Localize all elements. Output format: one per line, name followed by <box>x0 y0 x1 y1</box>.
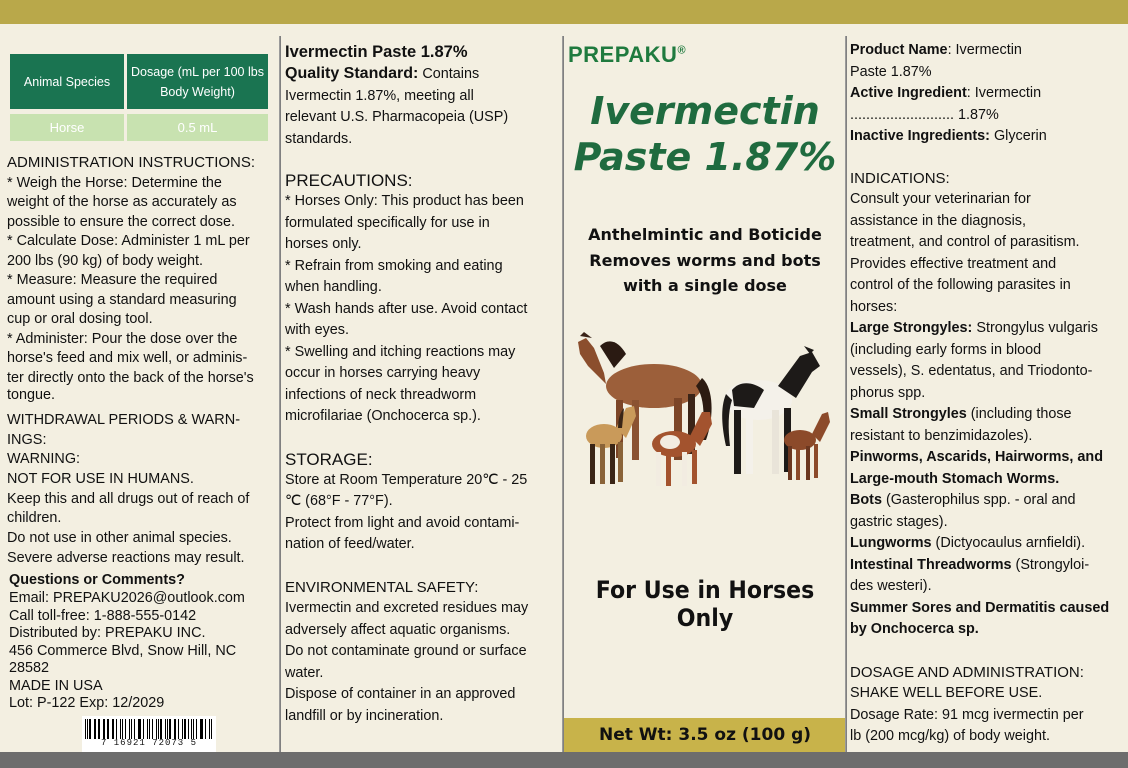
barcode-bar <box>209 719 210 739</box>
text-line: standards. <box>285 130 353 147</box>
text-line: * Administer: Pour the dose over the <box>7 330 238 347</box>
withdrawal-title-2: INGS: <box>7 432 47 448</box>
barcode-bar <box>116 719 117 739</box>
pinworms-line-2: Large-mouth Stomach Worms. <box>850 470 1060 487</box>
bots-line <box>850 490 1125 512</box>
barcode-bar <box>211 719 212 739</box>
dosage-lines <box>850 683 1125 748</box>
table-header-dosage: Dosage (mL per 100 lbs Body Weight) <box>127 54 268 109</box>
barcode-bar <box>87 719 88 739</box>
barcode-bars <box>85 719 213 739</box>
brand-name: PREPAKU <box>568 42 678 67</box>
text-span: (Strongyloi- <box>1011 556 1090 573</box>
text-line: Consult your veterinarian for <box>850 191 1031 207</box>
barcode-bar <box>182 719 183 739</box>
text-line: Protect from light and avoid contami- <box>285 514 520 531</box>
barcode-bar <box>129 719 130 739</box>
text-line: Ivermectin 1.87%, meeting all <box>285 87 474 104</box>
text-line: * Refrain from smoking and eating <box>285 257 503 274</box>
summer-line: Summer Sores and Dermatitis caused <box>850 599 1110 616</box>
text-line: * Weigh the Horse: Determine the <box>7 174 222 191</box>
origin-text: MADE IN USA <box>9 677 103 694</box>
text-line: assistance in the diagnosis, <box>850 212 1026 229</box>
active-line <box>850 83 1125 105</box>
barcode-bar <box>103 719 104 739</box>
text-line: with eyes. <box>285 322 349 338</box>
text-line: nation of feed/water. <box>285 536 415 552</box>
admin-section <box>7 152 279 402</box>
text-line: horses only. <box>285 236 362 252</box>
barcode-bar <box>125 719 126 739</box>
text-line: SHAKE WELL BEFORE USE. <box>850 685 1043 701</box>
panel-middle-left <box>281 36 563 752</box>
dosage-title: DOSAGE AND ADMINISTRATION: <box>850 663 1084 681</box>
barcode-bar <box>149 719 150 739</box>
text-line: infections of neck threadworm <box>285 386 477 403</box>
barcode-bar <box>165 719 166 739</box>
text-line: Dispose of container in an approved <box>285 686 516 702</box>
intest-line <box>850 555 1125 577</box>
table-cell-species: Horse <box>10 114 124 141</box>
lung-label: Lungworms <box>850 535 932 551</box>
text-line: Severe adverse reactions may result. <box>7 549 245 566</box>
barcode-bar <box>94 719 95 739</box>
admin-title: ADMINISTRATION INSTRUCTIONS: <box>7 154 256 171</box>
address-text: 456 Commerce Blvd, Snow Hill, NC <box>9 642 237 659</box>
barcode-bar <box>184 719 186 739</box>
inactive-label: Inactive Ingredients: <box>850 128 990 144</box>
large-label: Large Strongyles: <box>850 320 973 336</box>
small-line <box>850 404 1125 426</box>
brand-logo <box>568 42 686 68</box>
summer-line-2: by Onchocerca sp. <box>850 621 979 637</box>
product-title <box>564 88 846 180</box>
text-line: Do not use in other animal species. <box>7 530 232 547</box>
barcode-bar <box>174 719 175 739</box>
text-span: Contains <box>418 66 480 82</box>
barcode-bar <box>160 719 162 739</box>
lot-text: Lot: P-122 Exp: 12/2029 <box>9 695 165 711</box>
text-line: * Measure: Measure the required <box>7 272 218 288</box>
precautions-title: PRECAUTIONS: <box>285 171 413 190</box>
text-line: .......................... 1.87% <box>850 106 999 123</box>
text-line: NOT FOR USE IN HUMANS. <box>7 470 194 487</box>
text-span: Strongylus vulgaris <box>972 320 1098 336</box>
text-line: WARNING: <box>7 451 81 467</box>
text-line: resistant to benzimidazoles). <box>850 427 1033 444</box>
horses-image <box>574 328 836 488</box>
text-line: when handling. <box>285 279 382 295</box>
text-line: ter directly onto the back of the horse's <box>7 369 254 386</box>
text-line: microfilariae (Onchocerca sp.). <box>285 408 481 424</box>
text-line: children. <box>7 510 62 527</box>
barcode-bar <box>98 719 100 739</box>
text-line: Keep this and all drugs out of reach of <box>7 490 250 507</box>
barcode-bar <box>85 719 86 739</box>
text-line: lb (200 mcg/kg) of body weight. <box>850 728 1050 744</box>
env-title: ENVIRONMENTAL SAFETY: <box>285 578 479 596</box>
table-cell-dose: 0.5 mL <box>127 114 268 141</box>
text-span: (Gasterophilus spp. - oral and <box>881 492 1076 508</box>
active-value: : Ivermectin <box>966 85 1042 101</box>
text-line: cup or oral dosing tool. <box>7 311 153 327</box>
barcode-bar <box>188 719 189 739</box>
text-line: Paste 1.87% <box>850 63 932 80</box>
barcode-bar <box>138 719 139 739</box>
large-line <box>850 318 1125 340</box>
barcode-bar <box>107 719 108 739</box>
bottom-band <box>0 752 1128 768</box>
quality-line-1 <box>285 63 558 86</box>
barcode-bar <box>122 719 123 739</box>
text-line: Store at Room Temperature 20℃ - 25 <box>285 471 528 488</box>
product-info <box>850 40 1125 148</box>
table-header-species: Animal Species <box>10 54 124 109</box>
email-text: Email: PREPAKU2026@outlook.com <box>9 590 245 606</box>
barcode-bar <box>196 719 197 739</box>
text-line: horses: <box>850 298 898 315</box>
indications-lines <box>850 189 1125 641</box>
text-line: phorus spp. <box>850 384 926 401</box>
text-line: tongue. <box>7 387 56 403</box>
top-band-light <box>0 24 1128 36</box>
text-line: Dosage Rate: 91 mcg ivermectin per <box>850 706 1084 723</box>
barcode-bar <box>200 719 201 739</box>
title-line-1: Ivermectin <box>590 89 820 133</box>
text-line: occur in horses carrying heavy <box>285 365 481 381</box>
product-name-line <box>850 40 1125 62</box>
tagline-line: Anthelmintic and Boticide <box>588 225 822 244</box>
warning-lines <box>7 450 279 569</box>
text-line: weight of the horse as accurately as <box>7 194 237 210</box>
text-span: (Dictyocaulus arnfieldi). <box>931 535 1086 551</box>
barcode-bar <box>191 719 192 739</box>
barcode-bar <box>134 719 135 739</box>
net-weight: Net Wt: 3.5 oz (100 g) <box>564 718 846 752</box>
text-line: Provides effective treatment and <box>850 255 1057 272</box>
inactive-value: Glycerin <box>989 128 1047 144</box>
product-line: Ivermectin Paste 1.87% <box>285 43 468 61</box>
bots-label: Bots <box>850 492 882 508</box>
panel-left <box>0 36 280 752</box>
active-label: Active Ingredient <box>850 85 967 101</box>
text-line: * Horses Only: This product has been <box>285 193 524 209</box>
use-for-horses: For Use in Horses Only <box>595 576 815 632</box>
text-line: vessels), S. edentatus, and Triodonto- <box>850 363 1093 379</box>
product-name-label: Product Name <box>850 42 948 58</box>
barcode-bar <box>167 719 168 739</box>
barcode-bar <box>143 719 144 739</box>
tagline-line: with a single dose <box>623 276 787 295</box>
text-line: Do not contaminate ground or surface <box>285 643 527 659</box>
questions-title: Questions or Comments? <box>9 572 185 588</box>
barcode-bar <box>152 719 153 739</box>
contact-section <box>9 571 280 713</box>
barcode-bar <box>95 719 96 739</box>
intest-label: Intestinal Threadworms <box>850 556 1012 573</box>
panel-front <box>564 36 846 752</box>
panel-right <box>847 36 1128 752</box>
barcode-bar <box>201 719 202 739</box>
barcode-bar <box>158 719 159 739</box>
text-line: Ivermectin and excreted residues may <box>285 600 529 616</box>
barcode-bar <box>131 719 132 739</box>
text-line: formulated specifically for use in <box>285 214 490 231</box>
text-span: (including those <box>966 406 1072 422</box>
barcode-bar <box>147 719 148 739</box>
storage-title: STORAGE: <box>285 449 373 469</box>
top-band <box>0 0 1128 24</box>
barcode-bar <box>139 719 141 739</box>
zip-text: 28582 <box>9 660 50 676</box>
text-line: 200 lbs (90 kg) of body weight. <box>7 252 203 269</box>
barcode-bar <box>104 719 105 739</box>
dosage-table <box>10 54 268 141</box>
horse-buckskin-foal <box>586 406 636 484</box>
barcode-bar <box>113 719 114 739</box>
text-line: ℃ (68°F - 77°F). <box>285 493 393 509</box>
indications-title: INDICATIONS: <box>850 169 950 187</box>
title-line-2: Paste 1.87% <box>573 135 837 179</box>
barcode-bar <box>178 719 179 739</box>
contact-lines <box>9 590 280 713</box>
text-line: horse's feed and mix well, or adminis- <box>7 350 248 366</box>
tagline <box>564 222 846 299</box>
precautions-lines <box>285 191 558 428</box>
text-line: relevant U.S. Pharmacopeia (USP) <box>285 109 509 125</box>
text-line: * Swelling and itching reactions may <box>285 343 516 360</box>
small-label: Small Strongyles <box>850 406 967 422</box>
registered-mark: ® <box>677 44 687 57</box>
barcode-bar <box>175 719 176 739</box>
text-line: water. <box>285 664 324 681</box>
storage-lines <box>285 470 558 556</box>
barcode-bar <box>120 719 122 739</box>
distributor-text: Distributed by: PREPAKU INC. <box>9 625 206 641</box>
text-line: * Wash hands after use. Avoid contact <box>285 300 528 317</box>
withdrawal-title-1: WITHDRAWAL PERIODS & WARN- <box>7 412 241 428</box>
barcode-bar <box>156 719 157 739</box>
env-lines <box>285 598 558 727</box>
text-line: control of the following parasites in <box>850 277 1071 293</box>
barcode-bar <box>205 719 206 739</box>
quality-section <box>285 63 558 150</box>
barcode-bar <box>112 719 113 739</box>
pinworms-line: Pinworms, Ascarids, Hairworms, and <box>850 449 1103 465</box>
product-name-value: : Ivermectin <box>947 42 1022 58</box>
admin-lines <box>7 174 279 403</box>
text-line: adversely affect aquatic organisms. <box>285 621 511 638</box>
withdrawal-section <box>7 410 279 569</box>
phone-text: Call toll-free: 1-888-555-0142 <box>9 607 197 624</box>
barcode-bar <box>169 719 170 739</box>
quality-label: Quality Standard: <box>285 65 419 82</box>
text-line: * Calculate Dose: Administer 1 mL per <box>7 233 250 249</box>
tagline-line: Removes worms and bots <box>589 250 821 270</box>
text-line: treatment, and control of parasitism. <box>850 234 1080 250</box>
text-line: possible to ensure the correct dose. <box>7 213 235 230</box>
text-line: amount using a standard measuring <box>7 291 237 308</box>
barcode-bar <box>89 719 90 739</box>
text-line: gastric stages). <box>850 513 948 530</box>
inactive-line <box>850 126 1125 148</box>
barcode-number: 7 16921 72073 5 <box>100 738 197 748</box>
barcode-bar <box>193 719 194 739</box>
text-line: des westeri). <box>850 578 932 594</box>
horse-pinto <box>722 346 820 474</box>
text-line: landfill or by incineration. <box>285 707 444 724</box>
lung-line <box>850 533 1125 555</box>
barcode-icon <box>82 716 216 752</box>
text-line: (including early forms in blood <box>850 341 1042 358</box>
